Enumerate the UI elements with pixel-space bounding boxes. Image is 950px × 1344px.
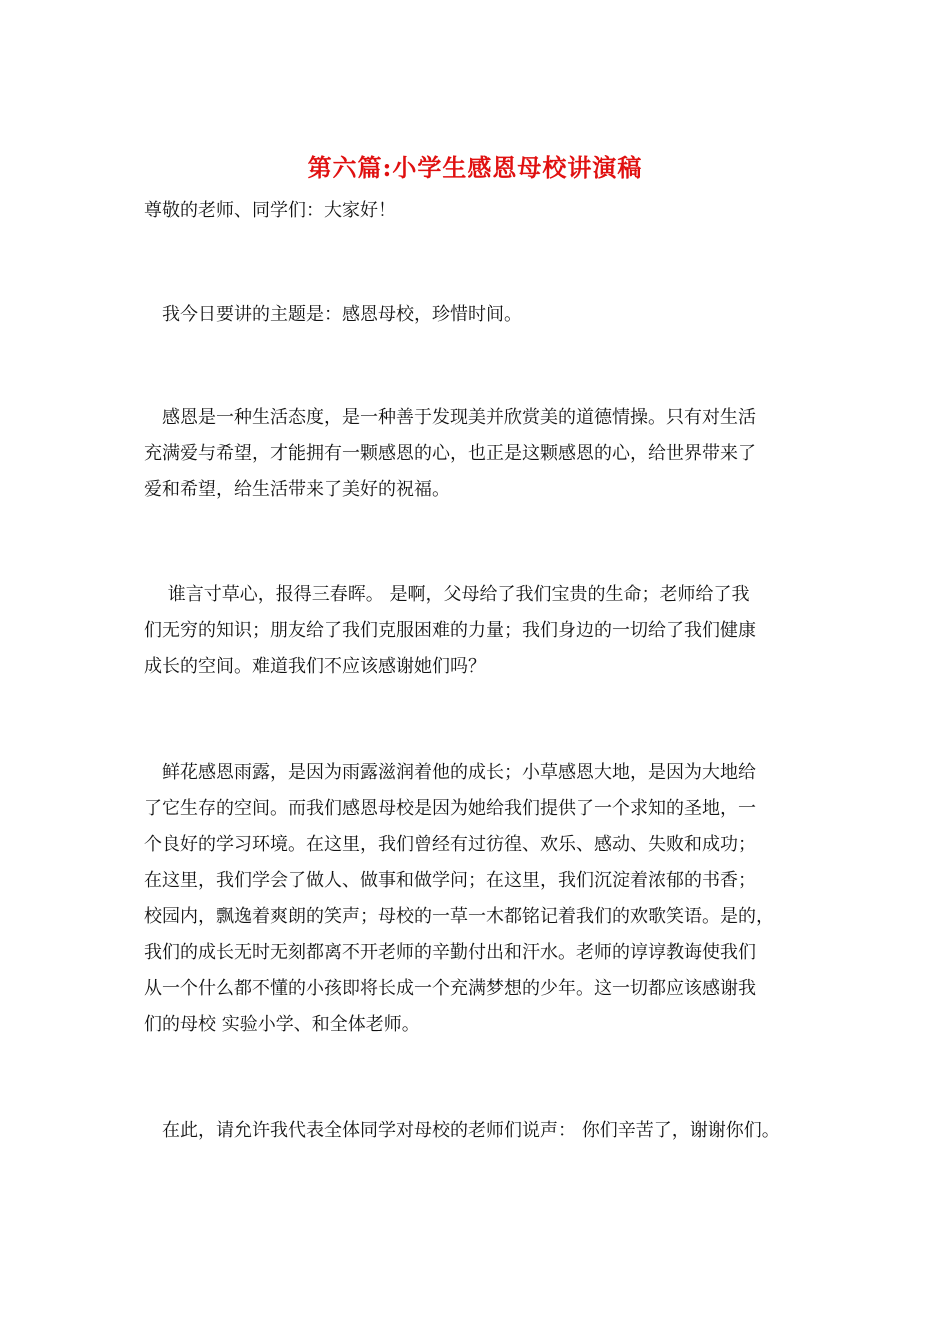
paragraph-line: 鲜花感恩雨露，是因为雨露滋润着他的成长；小草感恩大地，是因为大地给	[144, 762, 756, 783]
paragraph-line: 们无穷的知识；朋友给了我们克服困难的力量；我们身边的一切给了我们健康	[144, 620, 756, 641]
paragraph-line: 校园内，飘逸着爽朗的笑声；母校的一草一木都铭记着我们的欢歌笑语。是的，	[144, 906, 774, 927]
paragraph-line: 们的母校 实验小学、和全体老师。	[144, 1014, 420, 1035]
paragraph-line: 谁言寸草心，报得三春晖。 是啊，父母给了我们宝贵的生命；老师给了我	[144, 584, 750, 605]
document-title: 第六篇:小学生感恩母校讲演稿	[307, 153, 643, 182]
paragraph-line: 爱和希望，给生活带来了美好的祝福。	[144, 479, 450, 500]
greeting-line: 尊敬的老师、同学们：大家好！	[144, 200, 396, 221]
closing-line: 在此，请允许我代表全体同学对母校的老师们说声： 你们辛苦了，谢谢你们。	[144, 1120, 780, 1141]
paragraph-line: 成长的空间。难道我们不应该感谢她们吗？	[144, 656, 486, 677]
paragraph-line: 感恩是一种生活态度，是一种善于发现美并欣赏美的道德情操。只有对生活	[144, 407, 756, 428]
paragraph-line: 在这里，我们学会了做人、做事和做学问；在这里，我们沉淀着浓郁的书香；	[144, 870, 756, 891]
paragraph-line: 充满爱与希望，才能拥有一颗感恩的心，也正是这颗感恩的心，给世界带来了	[144, 443, 756, 464]
paragraph-line: 从一个什么都不懂的小孩即将长成一个充满梦想的少年。这一切都应该感谢我	[144, 978, 756, 999]
paragraph-line: 了它生存的空间。而我们感恩母校是因为她给我们提供了一个求知的圣地，一	[144, 798, 756, 819]
paragraph-line: 个良好的学习环境。在这里，我们曾经有过彷徨、欢乐、感动、失败和成功；	[144, 834, 756, 855]
paragraph-line: 我今日要讲的主题是：感恩母校，珍惜时间。	[144, 304, 522, 325]
paragraph-line: 我们的成长无时无刻都离不开老师的辛勤付出和汗水。老师的谆谆教诲使我们	[144, 942, 756, 963]
